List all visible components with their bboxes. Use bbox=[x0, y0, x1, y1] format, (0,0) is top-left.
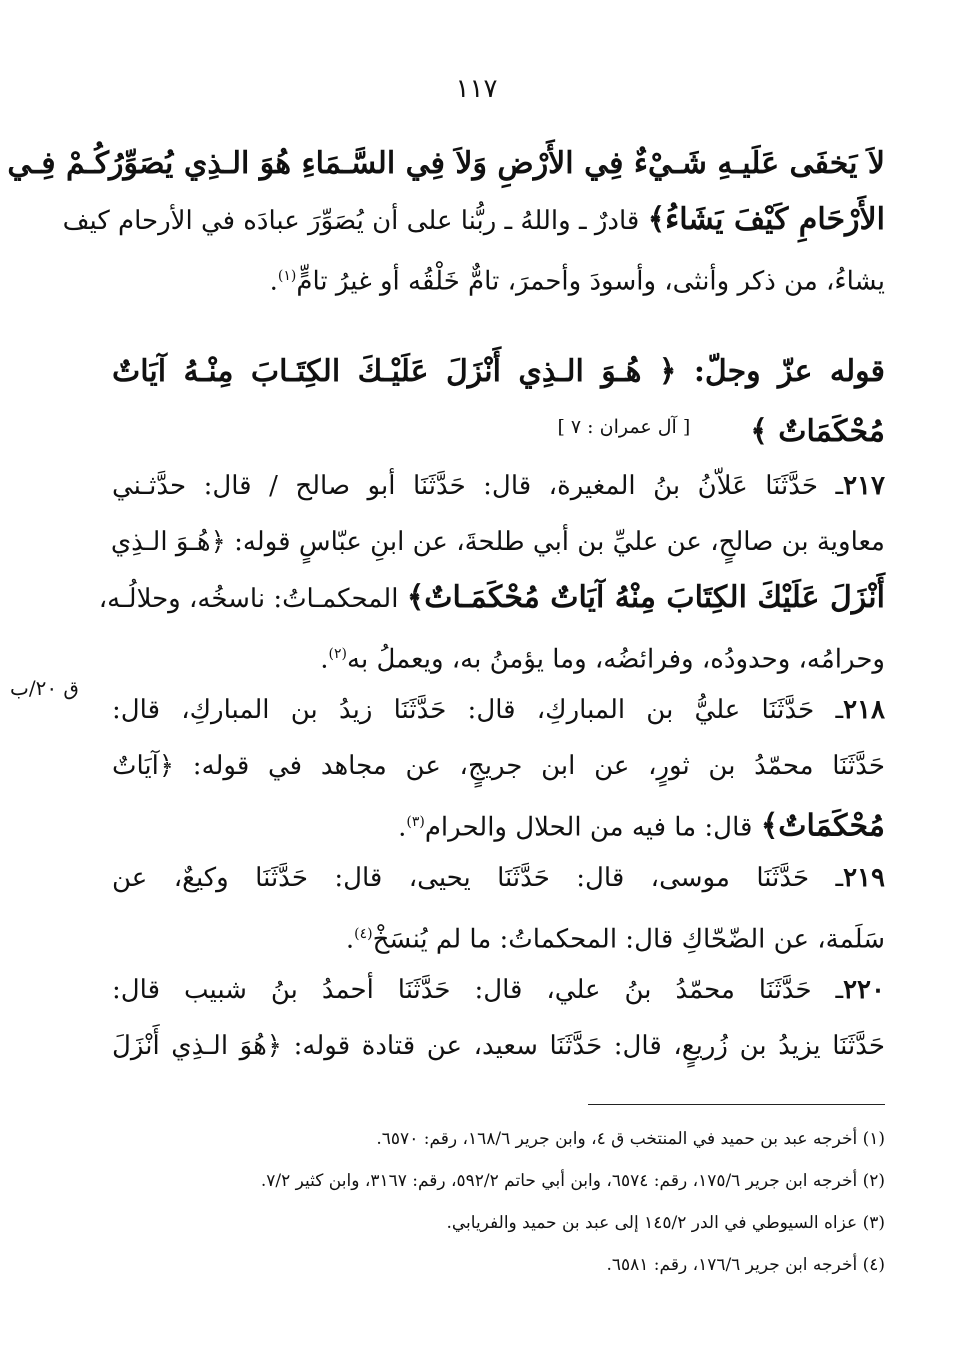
text-fragment: ـ حَدَّثَنَا عليُّ بن المباركِ، قال: حَدَّثَنَا زيدُ بن المباركِ، قال: bbox=[112, 695, 844, 725]
text-fragment: ـ حَدَّثَنَا موسى، قال: حَدَّثَنَا يحيى، قال: حَدَّثَنَا وكيعٌ، عن bbox=[112, 863, 844, 893]
verse-line: لاَ يَخفَى عَلَيـهِ شَـيْءٌ فِي الأَرْضِ وَلاَ فِي السَّـمَاءِ هُوَ الـذِي يُصَوِّرُكُـمْ فِـي bbox=[7, 146, 885, 181]
footnote-marker: (٣) bbox=[406, 814, 425, 830]
punctuation: . bbox=[398, 812, 407, 843]
footnote-marker: (٢) bbox=[328, 646, 347, 662]
punctuation: . bbox=[269, 266, 278, 297]
verse-reference: [ آل عمران : ٧ ] bbox=[557, 416, 691, 438]
footnote-separator bbox=[588, 1104, 885, 1105]
punctuation: . bbox=[320, 644, 329, 675]
narration-line bbox=[112, 850, 885, 906]
narration-number: ٢١٧ bbox=[843, 471, 885, 501]
opening-passage bbox=[7, 136, 885, 304]
heading-line bbox=[112, 402, 885, 462]
text-fragment: المحكمـاتُ: ناسخُه، وحلالُـه، bbox=[98, 584, 407, 614]
verse-fragment: مُحْكَمَاتٌ﴾ bbox=[760, 808, 885, 844]
text-fragment: ـ حَدَّثَنَا محمّدُ بنُ علي، قال: حَدَّثَنَا أحمدُ بنُ شبيب قال: bbox=[112, 975, 844, 1005]
narration-line bbox=[112, 962, 885, 1018]
narration-number: ٢٢٠ bbox=[843, 975, 885, 1005]
footnote: (٢) أخرجه ابن جرير ١٧٥/٦، رقم: ٦٥٧٤، وابن أبي حاتم ٥٩٢/٢، رقم: ٣١٦٧، وابن كثير ٧/٢. bbox=[260, 1171, 885, 1191]
text-fragment: سَلَمة، عن الضّحّاكِ قال: المحكماتُ: ما لم يُنسَخْ bbox=[372, 924, 885, 955]
margin-note: ق ٢٠/ب bbox=[10, 676, 79, 700]
narration-line bbox=[112, 906, 885, 962]
narration-line bbox=[112, 682, 885, 738]
text-fragment: قال: ما فيه من الحلال والحرام bbox=[424, 812, 761, 843]
narration-line: معاوية بن صالحٍ، عن عليِّ بن أبي طلحةَ، عن ابنِ عبّاسٍ قوله: ﴿هُـوَ الـذِي bbox=[110, 527, 885, 557]
text-line bbox=[62, 192, 885, 248]
footnote: (٣) عزاه السيوطي في الدر ١٤٥/٢ إلى عبد بن حميد والفريابي. bbox=[446, 1213, 885, 1233]
narration-line: حَدَّثَنَا محمّدُ بن ثورٍ، عن ابن جريجٍ، عن مجاهد في قوله: ﴿آيَاتٌ bbox=[112, 751, 885, 781]
punctuation: . bbox=[345, 924, 355, 955]
text-fragment: وحرامُه، وحدودُه، وفرائضُه، وما يؤمنُ به، ويعملُ به bbox=[347, 644, 885, 675]
footnote-marker: (٤) bbox=[354, 926, 373, 942]
verse-fragment: مُحْكَمَاتٌ ﴾ bbox=[750, 414, 885, 449]
narration-line bbox=[112, 794, 885, 850]
heading-line: قوله عزّ وجلّ: ﴿ هُـوَ الـذِي أَنْزَلَ عَلَيْـكَ الكِتَـابَ مِنْـهُ آيَاتٌ bbox=[112, 354, 885, 389]
narration-line bbox=[112, 626, 885, 682]
footnote: (٤) أخرجه ابن جرير ١٧٦/٦، رقم: ٦٥٨١. bbox=[606, 1255, 885, 1275]
footnote-marker: (١) bbox=[277, 268, 297, 284]
narration-line bbox=[112, 458, 885, 514]
text-fragment: قادرٌ ـ واللهُ ـ ربُّنا على أن يُصَوِّرَ عبادَه في الأرحام كيف bbox=[62, 206, 648, 236]
text-fragment: ـ حَدَّثَنَا عَلاّنُ بنُ المغيرة، قال: حَدَّثَنَا أبو صالح / قال: حدَّثـني bbox=[112, 471, 844, 501]
footnotes bbox=[112, 1118, 885, 1286]
narration-line: حَدَّثَنَا يزيدُ بن زُريعٍ، قال: حَدَّثَنَا سعيد، عن قتادة قوله: ﴿هُوَ الـذِي أَنْزَلَ bbox=[112, 1031, 885, 1061]
narrations bbox=[98, 458, 885, 1074]
narration-line bbox=[98, 570, 885, 626]
section-heading bbox=[112, 342, 885, 462]
text-line bbox=[112, 248, 885, 304]
verse-fragment: أَنْزَلَ عَلَيْكَ الكِتَابَ مِنْهُ آيَاتٌ مُحْكَمَـاتٌ﴾ bbox=[406, 580, 885, 615]
footnote: (١) أخرجه عبد بن حميد في المنتخب ق ٤، وابن جرير ١٦٨/٦، رقم: ٦٥٧٠. bbox=[376, 1129, 885, 1149]
verse-fragment: الأَرْحَامِ كَيْفَ يَشَاءُ﴾ bbox=[647, 202, 885, 237]
page-number: ١١٧ bbox=[455, 74, 498, 104]
narration-number: ٢١٩ bbox=[843, 863, 885, 893]
narration-number: ٢١٨ bbox=[843, 695, 885, 725]
text-fragment: يشاءُ، من ذكر وأنثى، وأسودَ وأحمرَ، تامٌّ خَلْقُه أو غيرُ تامٍّ bbox=[296, 266, 885, 297]
